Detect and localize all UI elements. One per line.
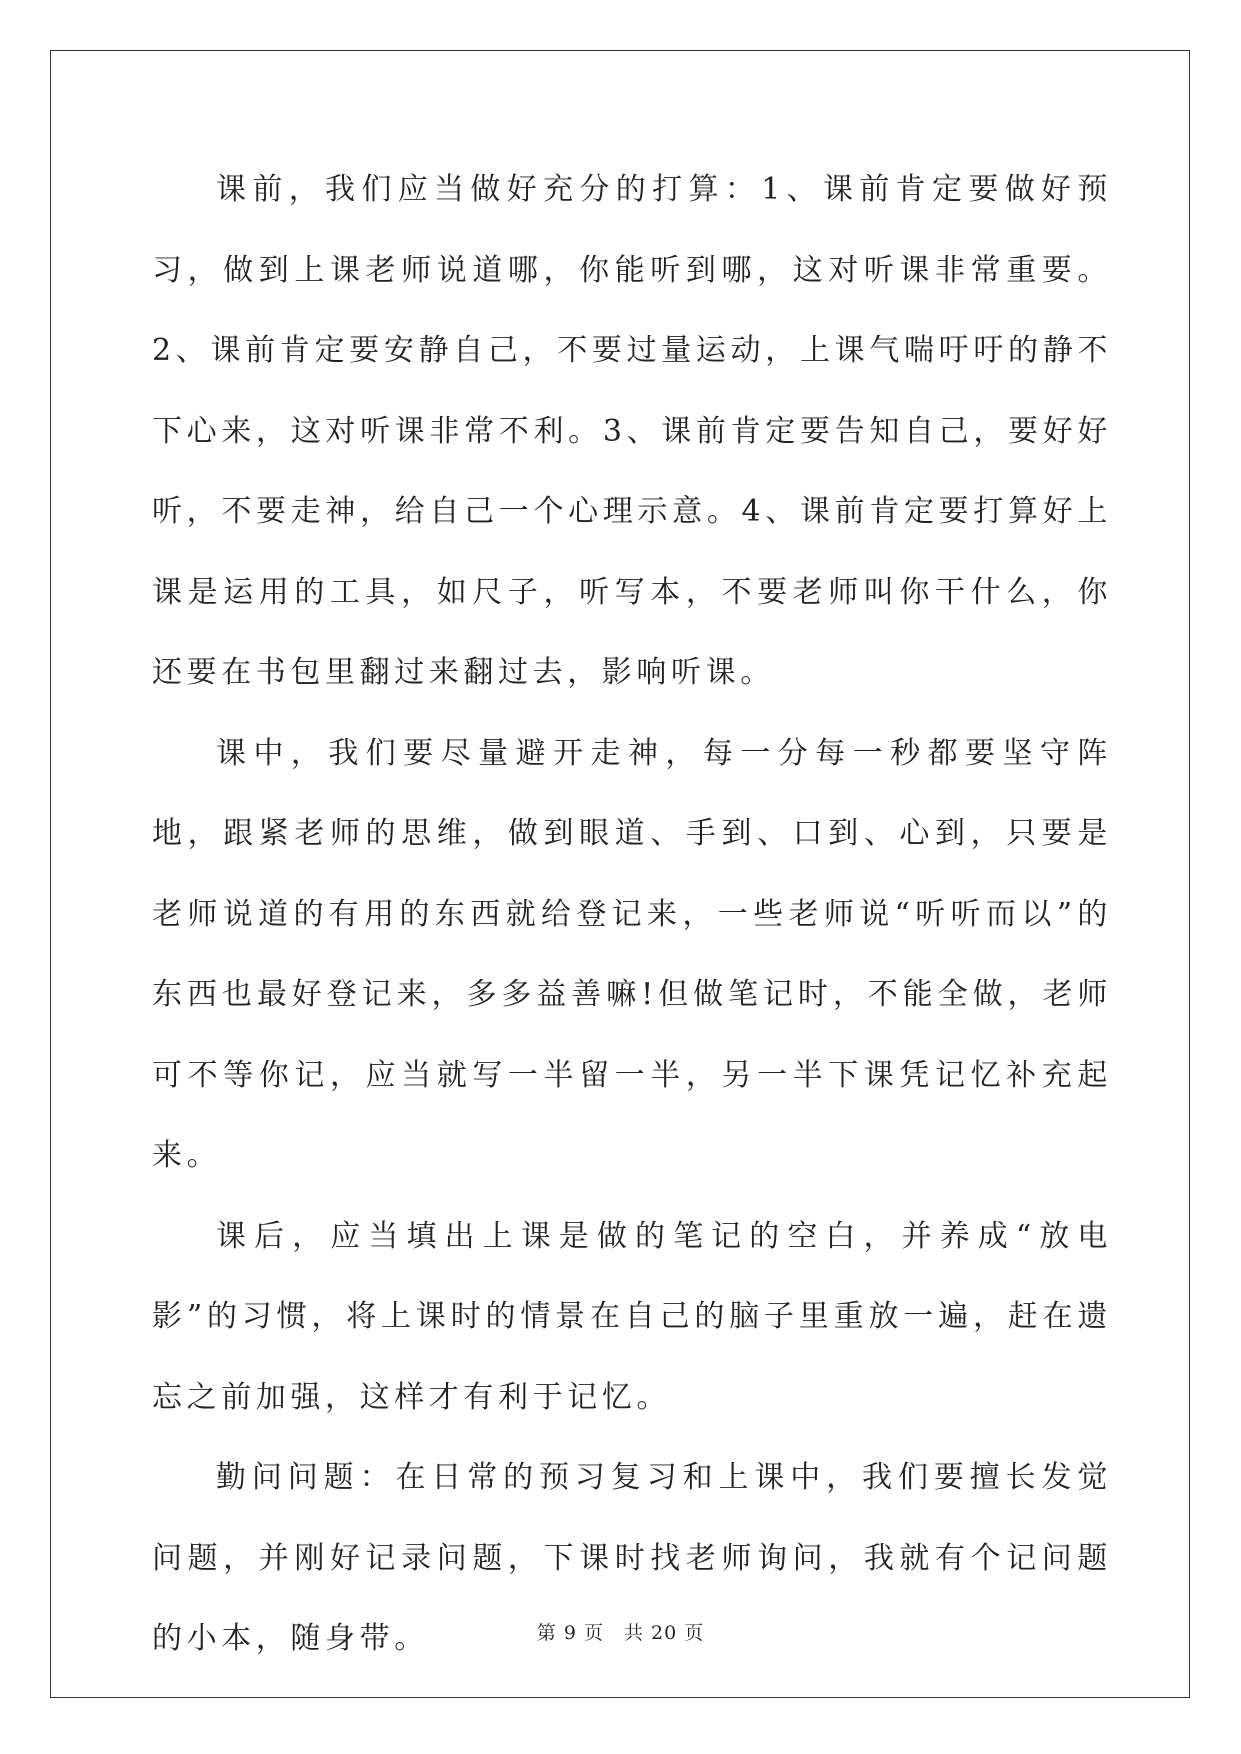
paragraph-after-class: 课后，应当填出上课是做的笔记的空白，并养成“放电影”的习惯，将上课时的情景在自己的脑子里重放一遍，赶在遗忘之前加强，这样才有利于记忆。 [152, 1218, 1112, 1415]
document-body [152, 150, 1112, 1680]
paragraph-ask-questions: 勤问问题：在日常的预习复习和上课中，我们要擅长发觉问题，并刚好记录问题，下课时找老师询问，我就有个记问题的小本，随身带。 [152, 1460, 1112, 1656]
paragraph-during-class: 课中，我们要尽量避开走神，每一分每一秒都要坚守阵地，跟紧老师的思维，做到眼道、手到、口到、心到，只要是老师说道的有用的东西就给登记来，一些老师说“听听而以”的东西也最好登记来，多多益善嘛!但做笔记时，不能全做，老师可不等你记，应当就写一半留一半，另一半下课凭记忆补充起来。 [152, 735, 1112, 1173]
page-footer [0, 1618, 1241, 1645]
paragraph-before-class: 课前，我们应当做好充分的打算：1、课前肯定要做好预习，做到上课老师说道哪，你能听到哪，这对听课非常重要。2、课前肯定要安静自己，不要过量运动，上课气喘吁吁的静不下心来，这对听课非常不利。3、课前肯定要告知自己，要好好听，不要走神，给自己一个心理示意。4、课前肯定要打算好上课是运用的工具，如尺子，听写本，不要老师叫你干什么，你还要在书包里翻过来翻过去，影响听课。 [152, 172, 1112, 690]
page-number-label: 第 9 页 共 20 页 [536, 1622, 705, 1644]
